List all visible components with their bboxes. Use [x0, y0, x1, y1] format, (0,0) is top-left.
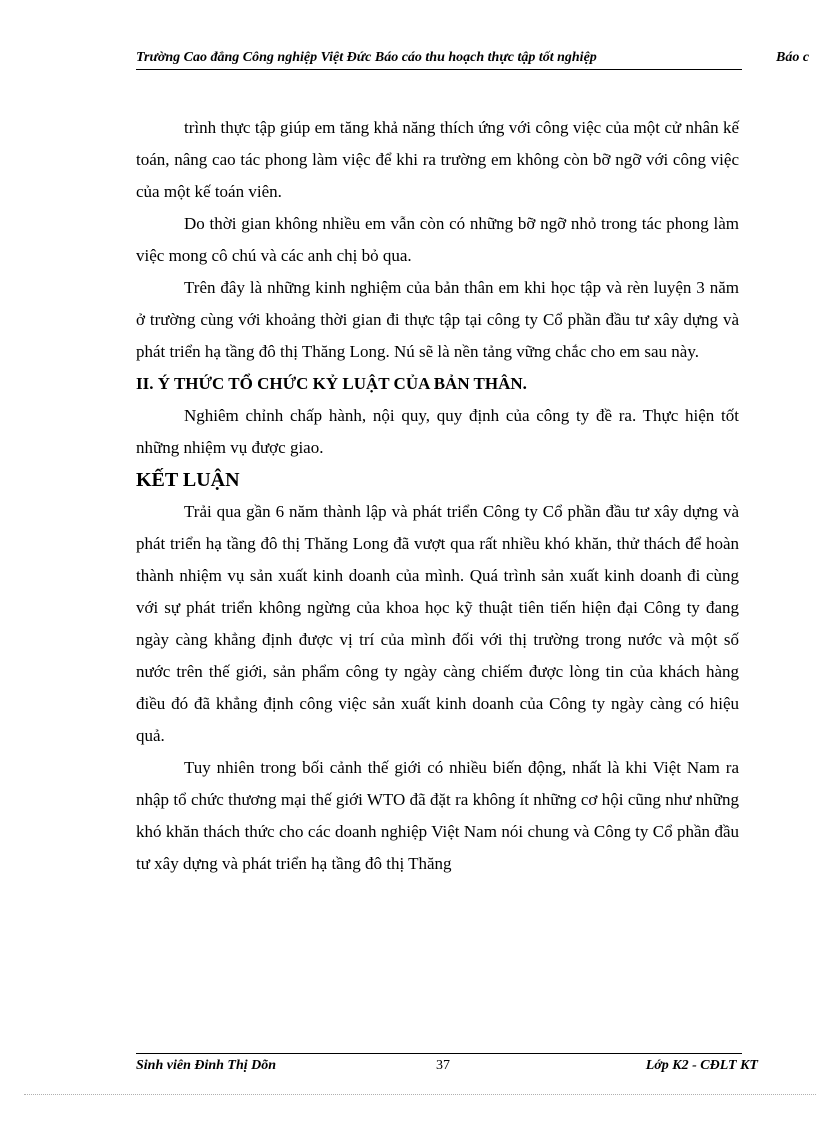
footer-student-name: Sinh viên Đinh Thị Dõn — [136, 1058, 277, 1073]
paragraph-6: Tuy nhiên trong bối cảnh thế giới có nhiều biến động, nhất là khi Việt Nam ra nhập tổ chức thương mại thế giới WTO đã đặt ra không ít những cơ hội cũng như những khó khăn thách thức cho các doanh nghiệp Việt Nam nói chung và Công ty Cổ phần đầu tư xây dựng và phát triển hạ tầng đô thị Thăng — [136, 758, 739, 873]
page-bottom-edge — [24, 1094, 816, 1095]
paragraph-2: Do thời gian không nhiều em vẫn còn có những bỡ ngỡ nhỏ trong tác phong làm việc mong cô chú và các anh chị bỏ qua. — [136, 214, 739, 265]
conclusion-title: KẾT LUẬN — [136, 469, 240, 491]
document-body — [136, 112, 739, 880]
page-header — [136, 50, 816, 70]
paragraph-4: Nghiêm chỉnh chấp hành, nội quy, quy định của công ty đề ra. Thực hiện tốt những nhiệm vụ được giao. — [136, 406, 739, 457]
page-footer — [136, 1058, 758, 1078]
paragraph-1: trình thực tập giúp em tăng khả năng thích ứng với công việc của một cử nhân kế toán, nâng cao tác phong làm việc để khi ra trường em không còn bỡ ngỡ với công việc của một kế toán viên. — [136, 118, 739, 201]
header-right-text: Báo c — [776, 50, 810, 65]
footer-divider — [136, 1053, 742, 1054]
paragraph-5: Trải qua gần 6 năm thành lập và phát triển Công ty Cổ phần đầu tư xây dựng và phát triển hạ tầng đô thị Thăng Long đã vượt qua rất nhiều khó khăn, thử thách để hoàn thành nhiệm vụ sản xuất kinh doanh của mình. Quá trình sản xuất kinh doanh đi cùng với sự phát triển không ngừng của khoa học kỹ thuật tiên tiến hiện đại Công ty đang ngày càng khẳng định được vị trí của mình đối với thị trường trong nước và một số nước trên thế giới, sản phẩm công ty ngày càng chiếm được lòng tin của khách hàng điều đó đã khẳng định công việc sản xuất kinh doanh của Công ty ngày càng có hiệu quả. — [136, 502, 739, 745]
header-divider — [136, 69, 742, 70]
section-heading: II. Ý THỨC TỔ CHỨC KỶ LUẬT CỦA BẢN THÂN. — [136, 374, 527, 393]
footer-class: Lớp K2 - CĐLT KT — [645, 1058, 758, 1073]
header-title: Trường Cao đẳng Công nghiệp Việt Đức Báo cáo thu hoạch thực tập tốt nghiệp — [136, 50, 597, 65]
paragraph-3: Trên đây là những kinh nghiệm của bản thân em khi học tập và rèn luyện 3 năm ở trường cùng với khoảng thời gian đi thực tập tại công ty Cổ phần đầu tư xây dựng và phát triển hạ tầng đô thị Thăng Long. Nú sẽ là nền tảng vững chắc cho em sau này. — [136, 278, 739, 361]
page-number: 37 — [436, 1058, 450, 1073]
